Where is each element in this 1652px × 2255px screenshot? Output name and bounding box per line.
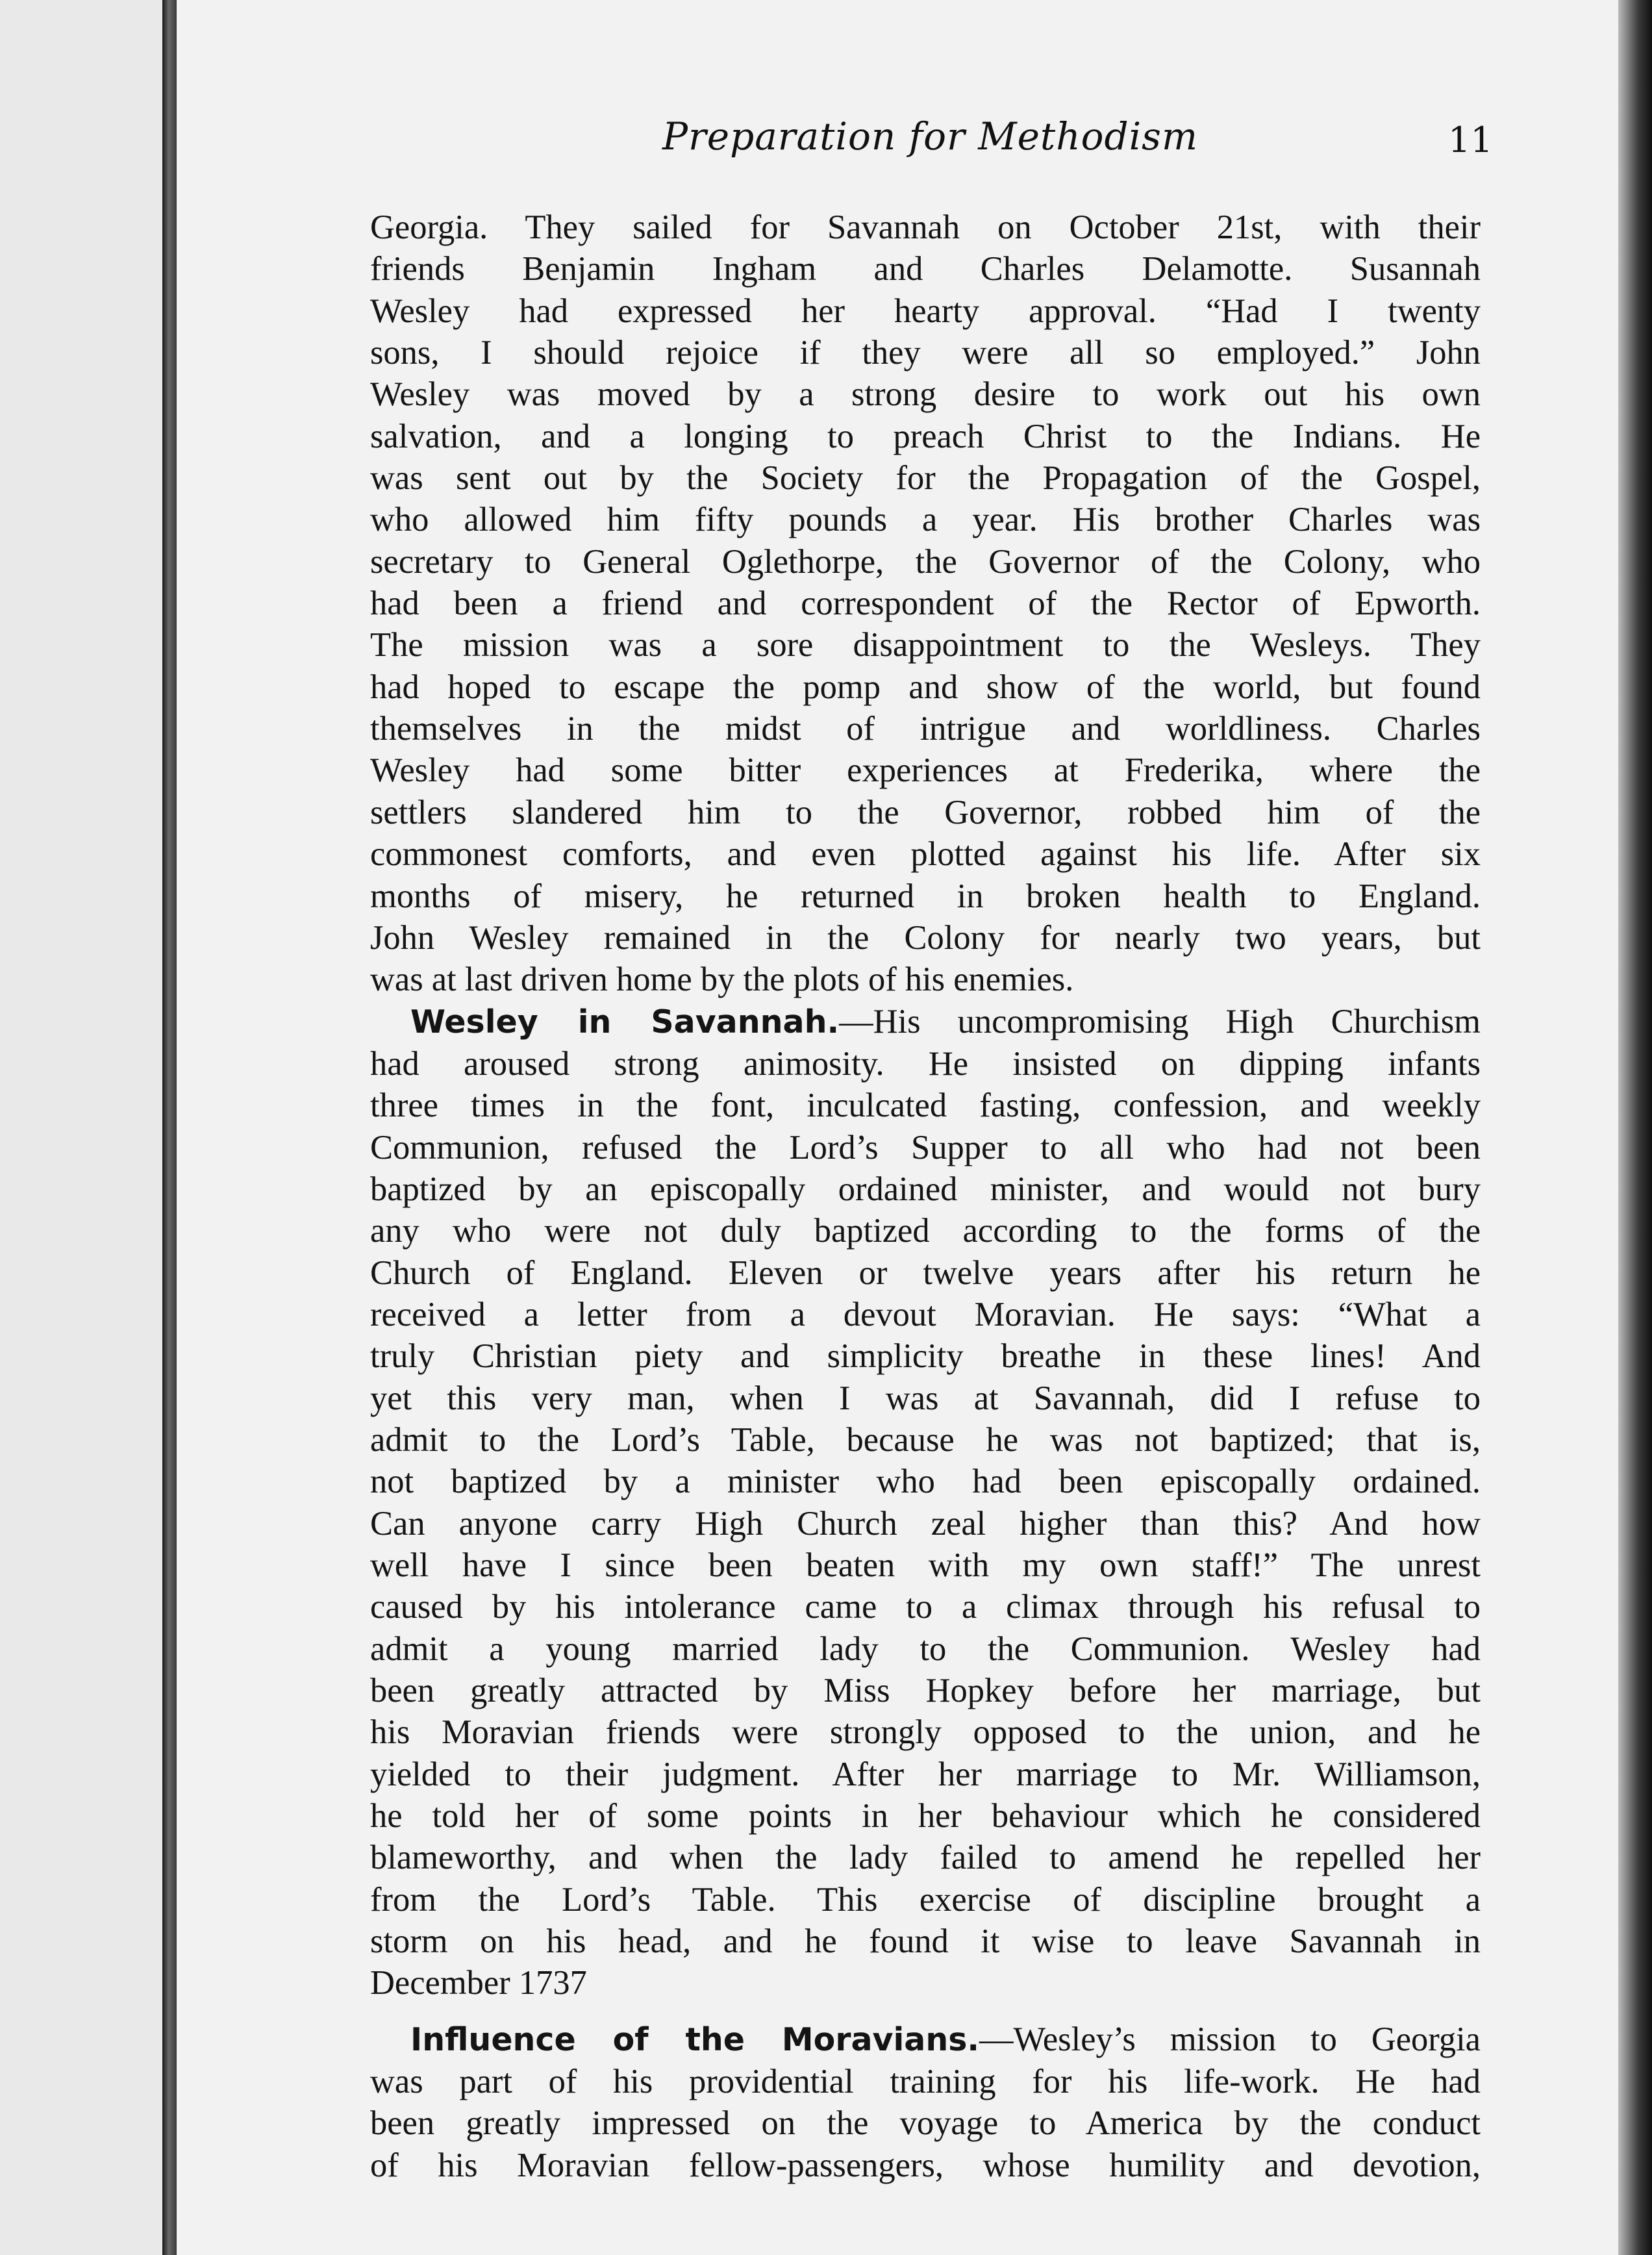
text-line: had aroused strong animosity. He insisted on dipping infants [370,1044,1481,1083]
text-line: yielded to their judgment. After her marriage to Mr. Williamson, [370,1755,1481,1793]
text-line: was at last driven home by the plots of his enemies. [370,961,1074,999]
text-line: Wesley had some bitter experiences at Frederika, where the [370,751,1481,790]
text-line: themselves in the midst of intrigue and worldliness. Charles [370,710,1481,748]
text-line: Wesley had expressed her hearty approval. “Had I twenty [370,292,1481,330]
text-line: caused by his intolerance came to a climax through his refusal to [370,1588,1481,1626]
book-gutter [162,0,177,2255]
text-line: had been a friend and correspondent of the Rector of Epworth. [370,585,1481,623]
body-text [370,207,1481,2186]
text-line: yet this very man, when I was at Savannah, did I refuse to [370,1379,1481,1417]
text-line: admit a young married lady to the Communion. Wesley had [370,1630,1481,1668]
text-line: Can anyone carry High Church zeal higher than this? And how [370,1504,1481,1543]
text-line: not baptized by a minister who had been episcopally ordained. [370,1463,1481,1501]
running-title: Preparation for Methodism [662,114,1198,158]
text-line: three times in the font, inculcated fasting, confession, and weekly [370,1087,1481,1125]
text-line: settlers slandered him to the Governor, robbed him of the [370,793,1481,831]
text-line: Georgia. They sailed for Savannah on October 21st, with their [370,208,1481,246]
text-line: Wesley was moved by a strong desire to work out his own [370,375,1481,414]
text-line: sons, I should rejoice if they were all so employed.” John [370,334,1481,372]
text-line: secretary to General Oglethorpe, the Governor of the Colony, who [370,542,1481,581]
paragraph-gap [370,2004,1481,2019]
text-line: who allowed him fifty pounds a year. His brother Charles was [370,501,1481,539]
paragraph-2 [370,1001,1481,2004]
paragraph-1 [370,207,1481,1001]
text-line: commonest comforts, and even plotted against his life. After six [370,835,1481,874]
text-line: he told her of some points in her behaviour which he considered [370,1797,1481,1835]
text-line: Church of England. Eleven or twelve years after his return he [370,1253,1481,1292]
text-line: truly Christian piety and simplicity breathe in these lines! And [370,1337,1481,1376]
text-line: well have I since been beaten with my own staff!” The unrest [370,1546,1481,1584]
page-edge-shadow [1618,0,1652,2255]
page-number: 11 [1448,120,1493,160]
paragraph-3 [370,2019,1481,2186]
heading-line [370,2019,1481,2061]
section-heading-influence-of-the-moravians: Influence of the Moravians. [410,2021,980,2058]
heading-line [370,1001,1481,1043]
text-line: John Wesley remained in the Colony for nearly two years, but [370,918,1481,957]
text-line: The mission was a sore disappointment to the Wesleys. They [370,626,1481,664]
text-line: salvation, and a longing to preach Christ to the Indians. He [370,417,1481,455]
section-heading-wesley-in-savannah: Wesley in Savannah. [410,1003,840,1040]
text-line: been greatly impressed on the voyage to America by the conduct [370,2104,1481,2143]
text-line: baptized by an episcopally ordained minister, and would not bury [370,1170,1481,1208]
heading-line-rest: —Wesley’s mission to Georgia [979,2020,1481,2058]
text-line: had hoped to escape the pomp and show of the world, but found [370,668,1481,706]
text-line: admit to the Lord’s Table, because he was not baptized; that is, [370,1420,1481,1459]
text-line: friends Benjamin Ingham and Charles Delamotte. Susannah [370,250,1481,288]
text-line: any who were not duly baptized according to the forms of the [370,1212,1481,1250]
text-line: of his Moravian fellow-passengers, whose humility and devotion, [370,2146,1481,2184]
text-line: months of misery, he returned in broken health to England. [370,877,1481,915]
text-line: December 1737 [370,1964,587,2002]
text-line: from the Lord’s Table. This exercise of discipline brought a [370,1880,1481,1919]
heading-line-rest: —His uncompromising High Churchism [839,1002,1481,1040]
text-line: was sent out by the Society for the Propagation of the Gospel, [370,459,1481,498]
text-line: Communion, refused the Lord’s Supper to all who had not been [370,1128,1481,1166]
facing-page-edge [0,0,162,2255]
text-line: blameworthy, and when the lady failed to amend he repelled her [370,1839,1481,1877]
text-line: storm on his head, and he found it wise to leave Savannah in [370,1922,1481,1961]
text-line: was part of his providential training for his life-work. He had [370,2063,1481,2101]
text-line: been greatly attracted by Miss Hopkey before her marriage, but [370,1672,1481,1710]
text-line: received a letter from a devout Moravian. He says: “What a [370,1295,1481,1333]
text-line: his Moravian friends were strongly opposed to the union, and he [370,1713,1481,1752]
